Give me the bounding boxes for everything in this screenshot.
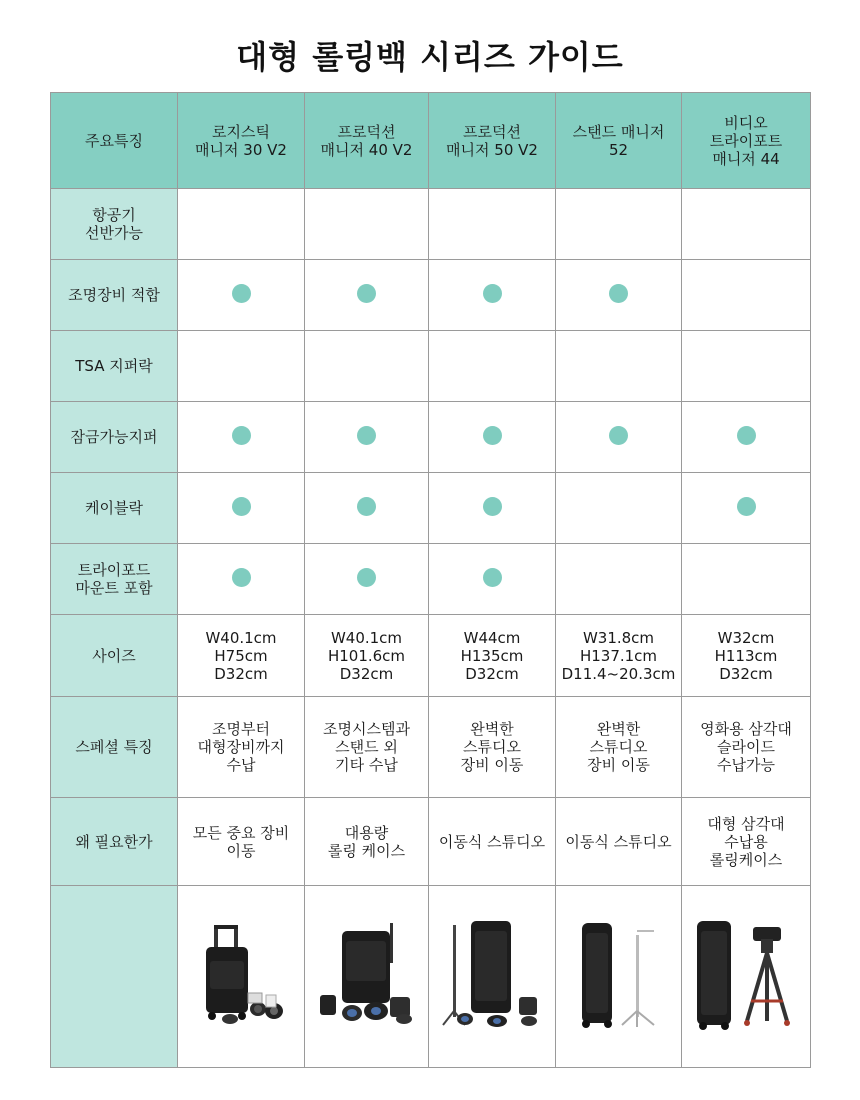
- product-header-5: 비디오 트라이포트 매니저 44: [682, 93, 811, 189]
- feature-row-label: TSA 지퍼락: [51, 331, 178, 402]
- product-image-5: [682, 886, 811, 1068]
- feature-cell: [305, 544, 429, 615]
- check-dot-icon: [232, 568, 251, 587]
- check-dot-icon: [609, 426, 628, 445]
- why-value: 대용량 롤링 케이스: [305, 798, 429, 886]
- check-dot-icon: [737, 426, 756, 445]
- special-value: 조명부터 대형장비까지 수납: [178, 697, 305, 798]
- feature-cell: [429, 189, 556, 260]
- feature-cell: [682, 189, 811, 260]
- row-label-why: 왜 필요한가: [51, 798, 178, 886]
- size-value: W40.1cm H101.6cm D32cm: [305, 615, 429, 697]
- check-dot-icon: [483, 284, 502, 303]
- check-dot-icon: [357, 284, 376, 303]
- special-row: [51, 697, 811, 798]
- feature-row-label: 케이블락: [51, 473, 178, 544]
- feature-cell: [178, 402, 305, 473]
- feature-row-label: 항공기 선반가능: [51, 189, 178, 260]
- size-row: [51, 615, 811, 697]
- check-dot-icon: [609, 284, 628, 303]
- special-value: 완벽한 스튜디오 장비 이동: [429, 697, 556, 798]
- feature-row: [51, 544, 811, 615]
- feature-cell: [178, 473, 305, 544]
- special-value: 조명시스템과 스탠드 외 기타 수납: [305, 697, 429, 798]
- size-value: W44cm H135cm D32cm: [429, 615, 556, 697]
- feature-cell: [556, 544, 682, 615]
- feature-cell: [178, 544, 305, 615]
- image-row: [51, 886, 811, 1068]
- feature-cell: [429, 402, 556, 473]
- rolling-bag-40-image: [312, 921, 422, 1031]
- image-row-label: [51, 886, 178, 1068]
- why-value: 이동식 스튜디오: [429, 798, 556, 886]
- feature-cell: [305, 402, 429, 473]
- feature-cell: [178, 260, 305, 331]
- rolling-bag-30-image: [186, 921, 296, 1031]
- feature-row: [51, 402, 811, 473]
- why-value: 대형 삼각대 수납용 롤링케이스: [682, 798, 811, 886]
- feature-cell: [682, 260, 811, 331]
- special-value: 영화용 삼각대 슬라이드 수납가능: [682, 697, 811, 798]
- feature-cell: [305, 260, 429, 331]
- feature-cell: [178, 331, 305, 402]
- header-row: [51, 93, 811, 189]
- comparison-table: [50, 92, 811, 1068]
- tripod-manager-image: [691, 921, 801, 1031]
- row-label-size: 사이즈: [51, 615, 178, 697]
- feature-cell: [556, 331, 682, 402]
- feature-row-label: 잠금가능지퍼: [51, 402, 178, 473]
- rolling-bag-50-image: [437, 921, 547, 1031]
- product-header-3: 프로덕션 매니저 50 V2: [429, 93, 556, 189]
- feature-row: [51, 260, 811, 331]
- check-dot-icon: [483, 568, 502, 587]
- check-dot-icon: [232, 426, 251, 445]
- feature-row-label: 트라이포드 마운트 포함: [51, 544, 178, 615]
- check-dot-icon: [357, 426, 376, 445]
- size-value: W40.1cm H75cm D32cm: [178, 615, 305, 697]
- check-dot-icon: [232, 497, 251, 516]
- feature-cell: [178, 189, 305, 260]
- feature-cell: [682, 402, 811, 473]
- feature-cell: [305, 331, 429, 402]
- why-value: 모든 중요 장비 이동: [178, 798, 305, 886]
- feature-cell: [429, 544, 556, 615]
- check-dot-icon: [357, 568, 376, 587]
- row-label-special: 스페셜 특징: [51, 697, 178, 798]
- feature-cell: [429, 473, 556, 544]
- feature-cell: [305, 189, 429, 260]
- feature-cell: [556, 260, 682, 331]
- stand-manager-image: [564, 921, 674, 1031]
- product-image-4: [556, 886, 682, 1068]
- product-image-2: [305, 886, 429, 1068]
- why-row: [51, 798, 811, 886]
- product-header-4: 스탠드 매니저 52: [556, 93, 682, 189]
- page-title: 대형 롤링백 시리즈 가이드: [236, 38, 624, 76]
- why-value: 이동식 스튜디오: [556, 798, 682, 886]
- check-dot-icon: [483, 497, 502, 516]
- special-value: 완벽한 스튜디오 장비 이동: [556, 697, 682, 798]
- feature-row: [51, 189, 811, 260]
- feature-cell: [682, 544, 811, 615]
- feature-row: [51, 331, 811, 402]
- check-dot-icon: [232, 284, 251, 303]
- product-image-1: [178, 886, 305, 1068]
- feature-cell: [305, 473, 429, 544]
- feature-row-label: 조명장비 적합: [51, 260, 178, 331]
- feature-cell: [682, 331, 811, 402]
- size-value: W32cm H113cm D32cm: [682, 615, 811, 697]
- header-corner: 주요특징: [51, 93, 178, 189]
- feature-cell: [682, 473, 811, 544]
- feature-cell: [556, 189, 682, 260]
- feature-cell: [429, 331, 556, 402]
- product-image-3: [429, 886, 556, 1068]
- check-dot-icon: [483, 426, 502, 445]
- product-header-1: 로지스틱 매니저 30 V2: [178, 93, 305, 189]
- check-dot-icon: [357, 497, 376, 516]
- feature-cell: [556, 473, 682, 544]
- feature-cell: [429, 260, 556, 331]
- feature-cell: [556, 402, 682, 473]
- check-dot-icon: [737, 497, 756, 516]
- size-value: W31.8cm H137.1cm D11.4~20.3cm: [556, 615, 682, 697]
- product-header-2: 프로덕션 매니저 40 V2: [305, 93, 429, 189]
- feature-row: [51, 473, 811, 544]
